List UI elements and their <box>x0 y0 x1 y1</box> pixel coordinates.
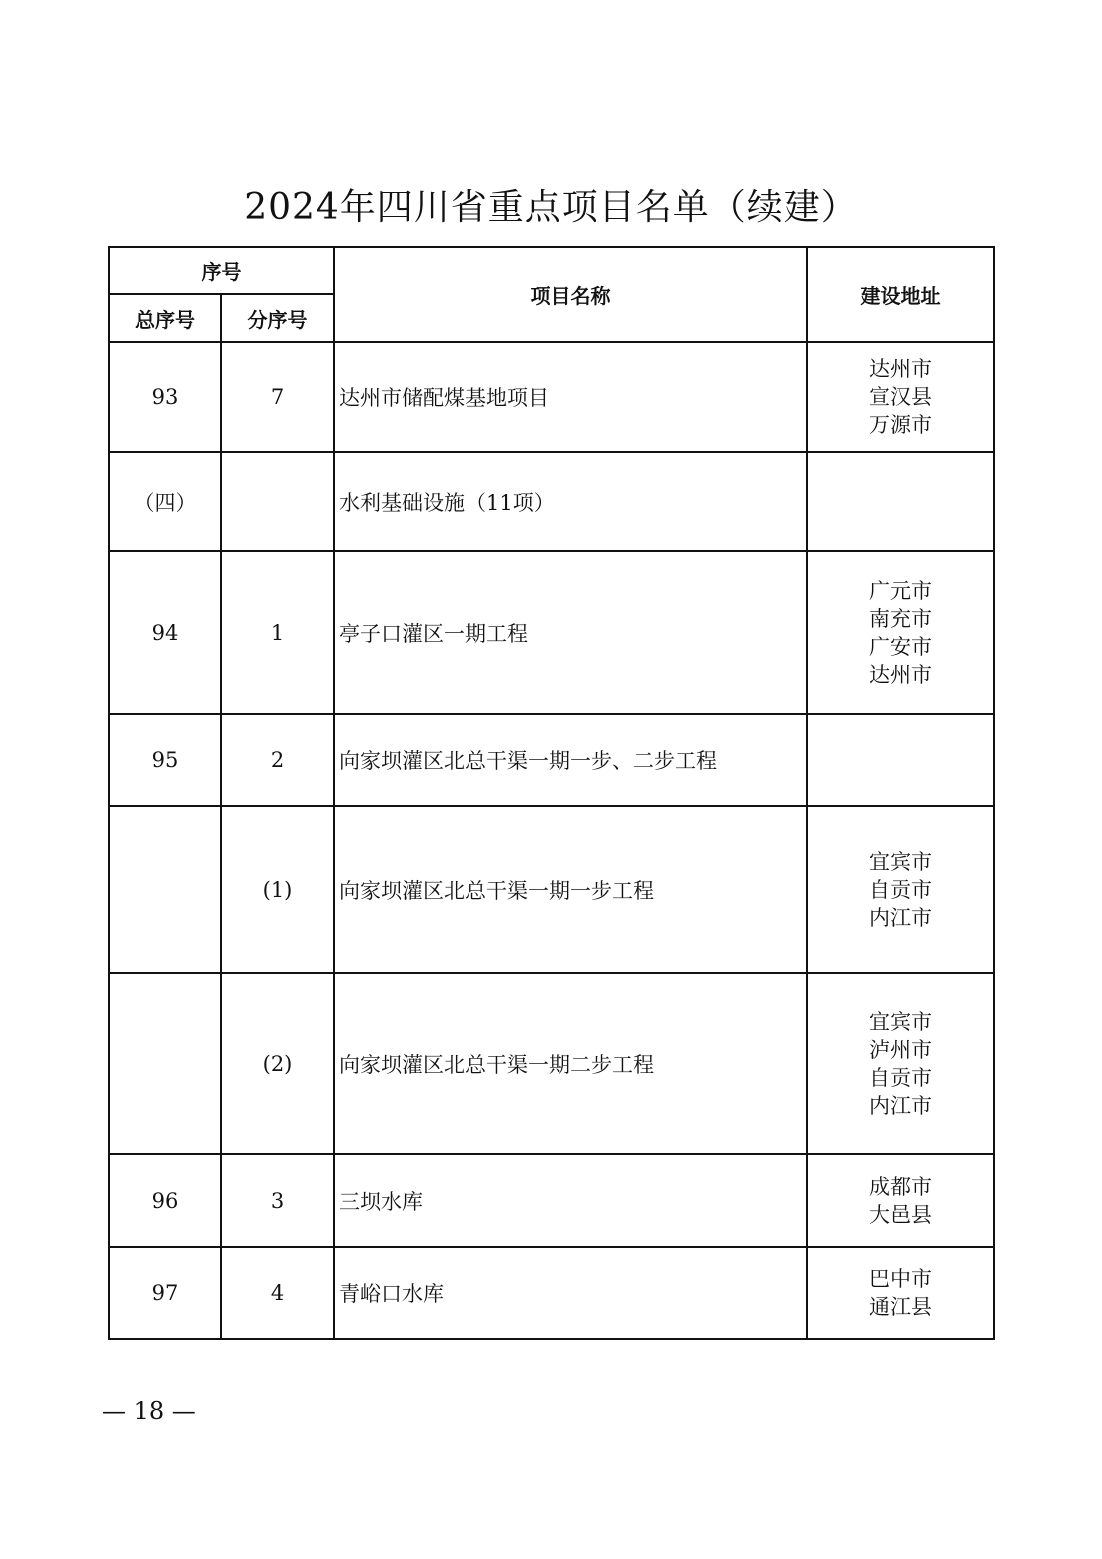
sub-seq-cell: 4 <box>221 1247 334 1339</box>
project-name-cell: 向家坝灌区北总干渠一期一步、二步工程 <box>334 714 807 806</box>
total-seq-cell: 93 <box>109 342 221 452</box>
project-name-cell: 向家坝灌区北总干渠一期二步工程 <box>334 973 807 1154</box>
location-line: 巴中市 <box>869 1267 932 1291</box>
location-line: 成都市 <box>869 1174 932 1199</box>
total-seq-cell <box>109 973 221 1154</box>
project-name-cell: 亭子口灌区一期工程 <box>334 551 807 714</box>
sub-seq-cell: 3 <box>221 1154 334 1247</box>
location-line: 南充市 <box>869 606 932 631</box>
location-cell <box>807 342 994 452</box>
header-sub-seq: 分序号 <box>221 294 334 342</box>
project-name-cell: 青峪口水库 <box>334 1247 807 1339</box>
sub-seq-cell: (1) <box>221 806 334 973</box>
table-row <box>109 714 994 806</box>
table-row <box>109 342 994 452</box>
sub-seq-cell: 7 <box>221 342 334 452</box>
table-body <box>109 342 994 1339</box>
location-line: 宜宾市 <box>869 1009 932 1034</box>
header-total-seq: 总序号 <box>109 294 221 342</box>
location-line: 万源市 <box>869 413 932 437</box>
total-seq-cell: 95 <box>109 714 221 806</box>
location-line: 通江县 <box>869 1295 932 1319</box>
location-line: 达州市 <box>869 662 932 687</box>
location-cell <box>807 806 994 973</box>
project-name-cell: 三坝水库 <box>334 1154 807 1247</box>
total-seq-cell: （四） <box>109 452 221 551</box>
location-line: 广安市 <box>869 634 932 659</box>
total-seq-cell: 96 <box>109 1154 221 1247</box>
table-row <box>109 806 994 973</box>
table-row <box>109 1154 994 1247</box>
total-seq-cell: 97 <box>109 1247 221 1339</box>
total-seq-cell: 94 <box>109 551 221 714</box>
location-cell <box>807 1247 994 1339</box>
sub-seq-cell: (2) <box>221 973 334 1154</box>
header-location: 建设地址 <box>807 247 994 342</box>
total-seq-cell <box>109 806 221 973</box>
location-line: 宜宾市 <box>869 849 932 874</box>
project-table <box>108 246 995 1340</box>
location-line: 泸州市 <box>869 1037 932 1062</box>
page-number: — 18 — <box>102 1397 196 1425</box>
sub-seq-cell: 1 <box>221 551 334 714</box>
sub-seq-cell: 2 <box>221 714 334 806</box>
location-line: 达州市 <box>869 357 932 381</box>
location-line: 自贡市 <box>869 1065 932 1090</box>
table-row <box>109 551 994 714</box>
location-cell <box>807 452 994 551</box>
location-line: 内江市 <box>869 1093 932 1118</box>
header-project-name: 项目名称 <box>334 247 807 342</box>
location-line: 自贡市 <box>869 877 932 902</box>
sub-seq-cell <box>221 452 334 551</box>
table-row <box>109 973 994 1154</box>
location-cell <box>807 714 994 806</box>
location-line: 广元市 <box>869 578 932 603</box>
location-line: 宣汉县 <box>869 385 932 409</box>
project-name-cell: 水利基础设施（11项） <box>334 452 807 551</box>
location-line: 内江市 <box>869 905 932 930</box>
project-name-cell: 达州市储配煤基地项目 <box>334 342 807 452</box>
project-name-cell: 向家坝灌区北总干渠一期一步工程 <box>334 806 807 973</box>
location-line: 大邑县 <box>869 1202 932 1227</box>
page-title: 2024年四川省重点项目名单（续建） <box>244 187 858 228</box>
table-row <box>109 452 994 551</box>
table-row <box>109 1247 994 1339</box>
location-cell <box>807 973 994 1154</box>
location-cell <box>807 551 994 714</box>
header-seq-group: 序号 <box>109 247 334 294</box>
location-cell <box>807 1154 994 1247</box>
